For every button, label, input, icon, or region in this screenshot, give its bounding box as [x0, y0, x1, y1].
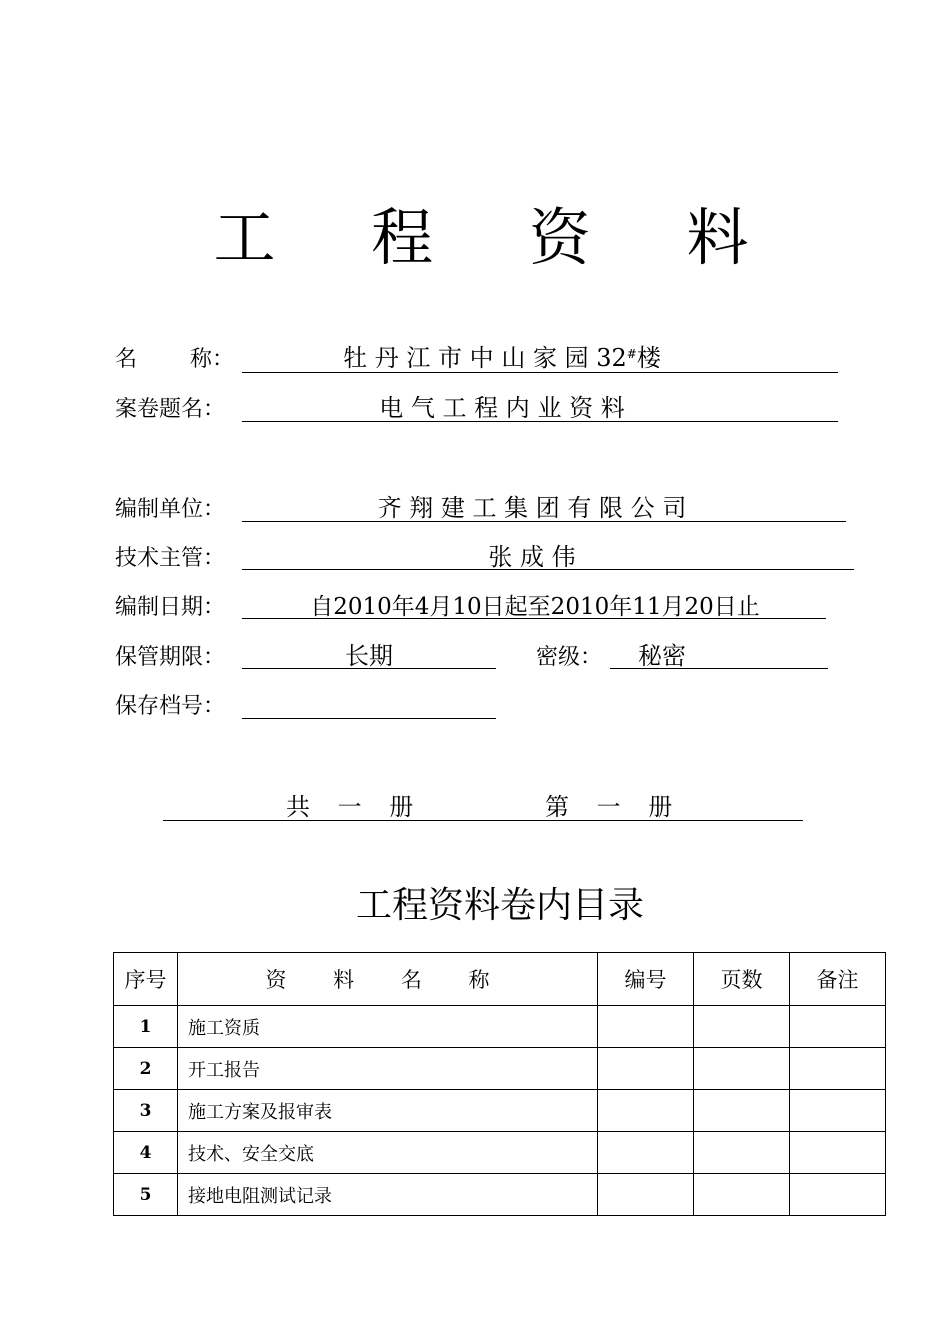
- volume-underline: [163, 820, 803, 821]
- toc-row-name: 接地电阻测试记录: [178, 1174, 598, 1216]
- toc-row-pages: [694, 1048, 790, 1090]
- manager-value: 张 成 伟: [488, 543, 576, 571]
- case-title-value: 电 气 工 程 内 业 资 料: [379, 394, 625, 422]
- toc-header-row: [114, 953, 886, 1006]
- case-title-label: 案卷题名：: [115, 397, 226, 422]
- toc-row-code: [598, 1006, 694, 1048]
- toc-row-code: [598, 1090, 694, 1132]
- date-value: 自2010年4月10日起至2010年11月20日止: [310, 594, 760, 620]
- table-row: [114, 1006, 886, 1048]
- toc-row-pages: [694, 1090, 790, 1132]
- toc-header-name: 资 料 名 称: [178, 953, 598, 1006]
- name-label-rest: 称：: [190, 347, 235, 372]
- toc-row-name: 技术、安全交底: [178, 1132, 598, 1174]
- document-title: 工 程 资 料: [213, 201, 787, 274]
- table-row: [114, 1048, 886, 1090]
- name-value-suffix: 楼: [636, 344, 661, 372]
- name-value-text: 牡 丹 江 市 中 山 家 园 32: [343, 344, 627, 372]
- toc-row-note: [790, 1048, 886, 1090]
- toc-row-pages: [694, 1006, 790, 1048]
- toc-row-note: [790, 1174, 886, 1216]
- toc-row-pages: [694, 1174, 790, 1216]
- toc-row-no: 1: [114, 1006, 178, 1048]
- archive-no-underline: [242, 718, 496, 719]
- volume-total: 共 一 册: [286, 793, 424, 821]
- unit-value: 齐 翔 建 工 集 团 有 限 公 司: [377, 494, 687, 522]
- toc-row-name: 开工报告: [178, 1048, 598, 1090]
- term-label: 保管期限：: [115, 645, 226, 670]
- toc-header-pages: 页数: [694, 953, 790, 1006]
- toc-title: 工程资料卷内目录: [355, 885, 644, 926]
- unit-label: 编制单位：: [115, 497, 226, 522]
- date-label: 编制日期：: [115, 595, 226, 620]
- toc-row-no: 5: [114, 1174, 178, 1216]
- toc-row-note: [790, 1006, 886, 1048]
- toc-row-name: 施工资质: [178, 1006, 598, 1048]
- toc-row-code: [598, 1132, 694, 1174]
- toc-row-name: 施工方案及报审表: [178, 1090, 598, 1132]
- toc-header-code: 编号: [598, 953, 694, 1006]
- table-row: [114, 1174, 886, 1216]
- toc-row-no: 4: [114, 1132, 178, 1174]
- volume-current: 第 一 册: [545, 793, 683, 821]
- secret-label: 密级：: [536, 645, 603, 670]
- manager-label: 技术主管：: [115, 546, 226, 571]
- name-value: [242, 343, 762, 373]
- secret-value: 秘密: [638, 642, 686, 670]
- toc-header-note: 备注: [790, 953, 886, 1006]
- toc-row-no: 3: [114, 1090, 178, 1132]
- toc-row-note: [790, 1132, 886, 1174]
- archive-no-label: 保存档号：: [115, 694, 226, 719]
- toc-table: [113, 952, 886, 1216]
- table-row: [114, 1132, 886, 1174]
- name-value-superscript: #: [626, 347, 637, 361]
- toc-row-no: 2: [114, 1048, 178, 1090]
- toc-header-no: 序号: [114, 953, 178, 1006]
- toc-row-pages: [694, 1132, 790, 1174]
- toc-row-note: [790, 1090, 886, 1132]
- toc-row-code: [598, 1174, 694, 1216]
- term-value: 长期: [345, 642, 393, 670]
- name-label-first-char: 名: [115, 347, 138, 372]
- toc-row-code: [598, 1048, 694, 1090]
- table-row: [114, 1090, 886, 1132]
